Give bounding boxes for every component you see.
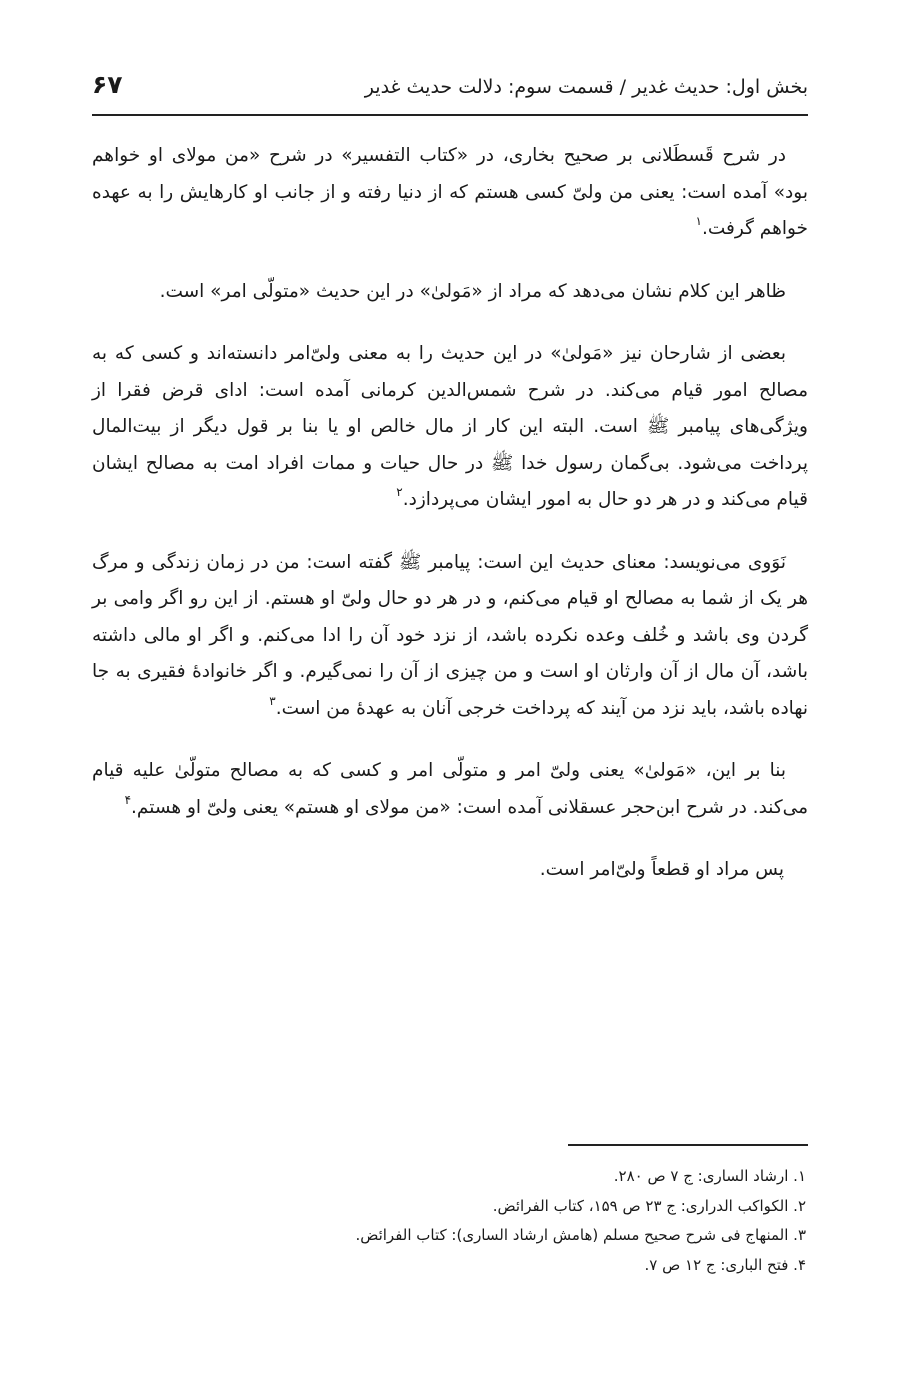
paragraph (92, 545, 808, 728)
footnote-ref[interactable]: ۴ (124, 792, 132, 807)
paragraph-text: در شرح قَسطَلانی بر صحیح بخاری، در «کتاب التفسیر» در شرح «من مولای او خواهم بود» آمده است: یعنی من ولیّ کسی هستم که از دنیا رفته و از جانب او کارهایش را به عهده خواهم گرفت. (92, 145, 808, 239)
main-text (92, 138, 808, 915)
footnote: ۲. الکواکب الدراری: ج ۲۳ ص ۱۵۹، کتاب الفرائض. (492, 1196, 806, 1215)
footnote-ref[interactable]: ۲ (396, 485, 403, 499)
footnote: ۴. فتح الباری: ج ۱۲ ص ۷. (644, 1255, 806, 1274)
paragraph-text: ظاهر این کلام نشان می‌دهد که مراد از «مَولیٰ» در این حدیث «متولّی امر» است. (159, 280, 786, 302)
header-title: بخش اول: حدیث غدیر / قسمت سوم: دلالت حدیث غدیر (364, 76, 808, 98)
footnote: ۱. ارشاد الساری: ج ۷ ص ۲۸۰. (613, 1167, 806, 1185)
footnote: ۳. المنهاج فی شرح صحیح مسلم (هامش ارشاد الساری): کتاب الفرائض. (355, 1226, 806, 1244)
page-number: ۶۷ (92, 70, 123, 99)
footnote-ref[interactable]: ۳ (269, 693, 276, 708)
paragraph (92, 336, 808, 519)
paragraph (92, 852, 808, 889)
footnotes (92, 1162, 808, 1280)
footnote-ref[interactable]: ۱ (695, 214, 702, 228)
footnote-divider (568, 1144, 808, 1146)
paragraph (92, 753, 808, 826)
paragraph-text: پس مراد او قطعاً ولیّ‌امر است. (539, 859, 784, 880)
paragraph (92, 274, 808, 311)
paragraph-text: بعضی از شارحان نیز «مَولیٰ» در این حدیث را به معنی ولیّ‌امر دانسته‌اند و کسی که به مصالح امور قیام می‌کند. در شرح شمس‌الدین کرمانی آمده است: ادای قرض فقرا از ویژگی‌های پیامبر ﷺ است. البته این کار از مال خالص او یا بنا بر قول دیگر از بیت‌المال پرداخت می‌شود. بی‌گمان رسول خدا ﷺ در حال حیات و ممات افراد امت به مصالح ایشان قیام می‌کند و در هر دو حال به امور ایشان می‌پردازد. (92, 343, 808, 510)
paragraph-text: بنا بر این، «مَولیٰ» یعنی ولیّ امر و متولّی امر و کسی که به مصالح متولّیٰ علیه قیام می‌کند. در شرح ابن‌حجر عسقلانی آمده است: «من مولای او هستم» یعنی ولیّ او هستم. (92, 760, 808, 818)
paragraph (92, 138, 808, 248)
running-header (92, 62, 808, 116)
paragraph-text: نَوَوی می‌نویسد: معنای حدیث این است: پیامبر ﷺ گفته است: من در زمان زندگی و مرگ هر یک از شما به مصالح او قیام می‌کنم، و در هر دو حال ولیّ او هستم. از این رو اگر وامی بر گردن وی باشد و خُلف وعده نکرده باشد، از نزد خود آن را ادا می‌کنم. و اگر او مالی داشته باشد، آن مال از آن وارثان او است و من چیزی از آن را نمی‌گیرم. و اگر خانوادهٔ فقیری به جا نهاده باشد، باید نزد من آیند که پرداخت خرجی آنان به عهدهٔ من است. (92, 551, 808, 719)
